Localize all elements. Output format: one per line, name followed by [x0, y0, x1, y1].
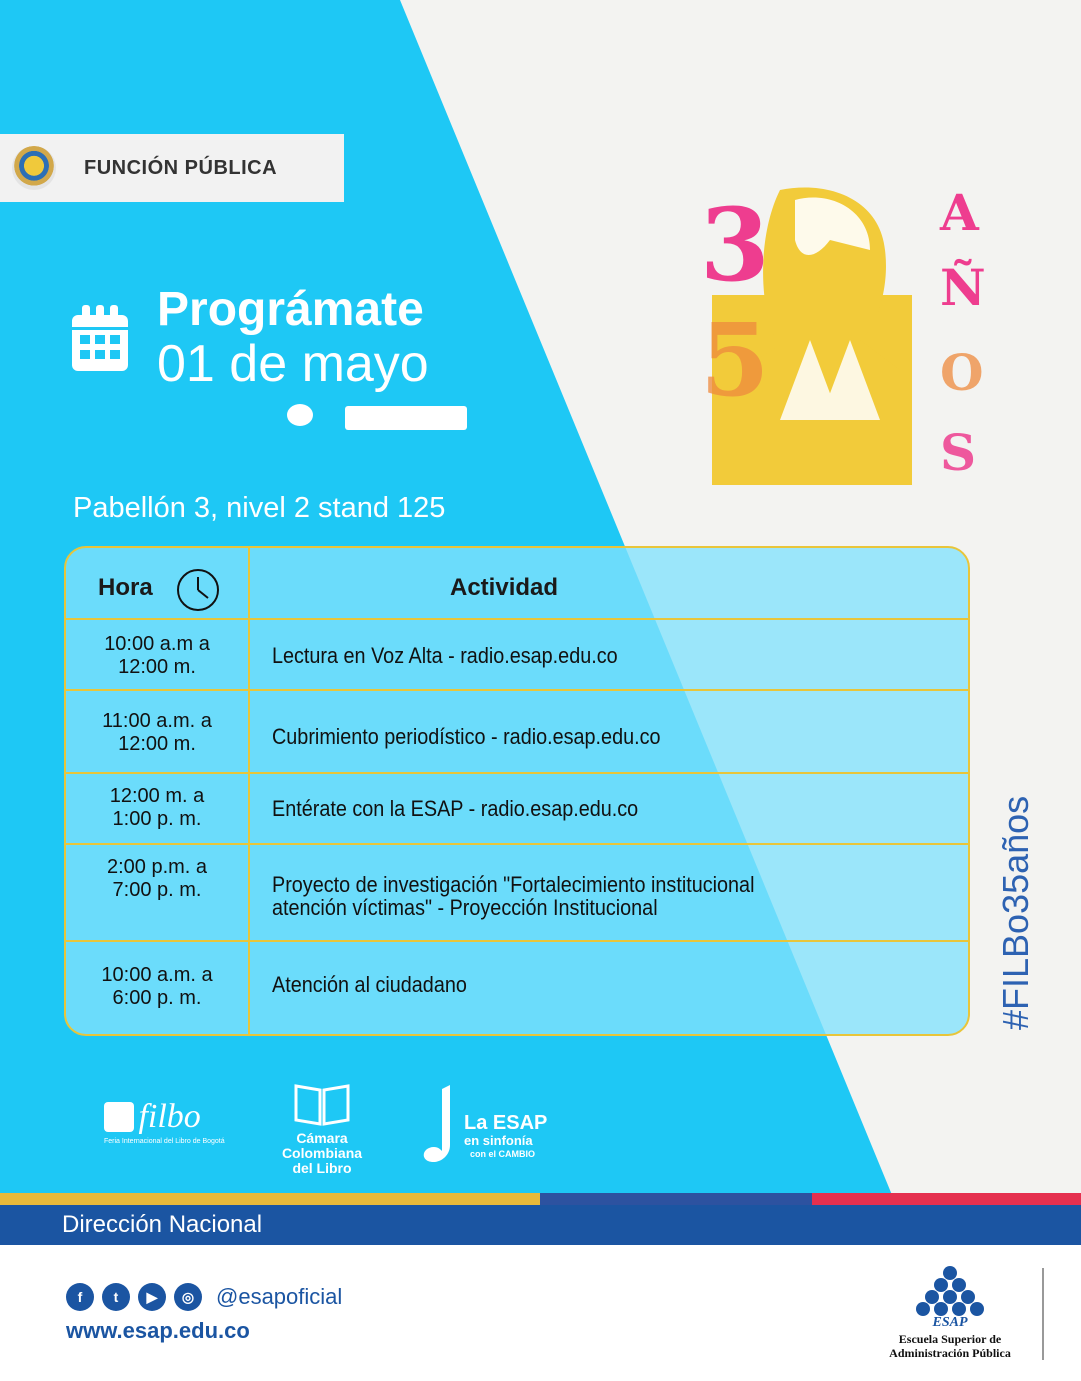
social-icons — [66, 1283, 202, 1311]
brand-name: FUNCIÓN PÚBLICA — [84, 156, 278, 179]
color-stripes — [0, 1193, 1081, 1205]
anniversary-graphic — [700, 180, 990, 490]
activity-cell: Lectura en Voz Alta - radio.esap.edu.co — [272, 643, 618, 668]
website-link[interactable]: www.esap.edu.co — [66, 1318, 250, 1343]
esap-logo: ESAP Escuela Superior de Administración Pública — [880, 1265, 1020, 1365]
anniversary-letter-n: Ñ — [940, 258, 986, 317]
activity-cell: Entérate con la ESAP - radio.esap.edu.co — [272, 796, 639, 821]
twitter-icon[interactable]: t — [102, 1283, 130, 1311]
svg-text:ESAP: ESAP — [932, 1315, 968, 1327]
table-row — [66, 940, 968, 1036]
activity-cell: Proyecto de investigación "Fortalecimiento institucional atención víctimas" - Proyección Institucional — [272, 872, 755, 920]
youtube-icon[interactable]: ▶ — [138, 1283, 166, 1311]
filbo-person-icon — [104, 1102, 134, 1132]
event-date: 01 de mayo — [157, 335, 429, 393]
table-row — [66, 618, 968, 690]
time-cell: 2:00 p.m. a 7:00 p. m. — [106, 856, 208, 901]
anniversary-number-3: 3 — [700, 186, 770, 304]
footer-band-label: Dirección Nacional — [62, 1211, 263, 1238]
column-header-time: Hora — [98, 574, 153, 601]
decorative-bar — [345, 406, 467, 430]
event-location: Pabellón 3, nivel 2 stand 125 — [73, 492, 446, 524]
book-icon — [292, 1080, 352, 1128]
activity-cell: Cubrimiento periodístico - radio.esap.edu.co — [272, 724, 661, 749]
funcion-publica-logo — [0, 134, 344, 202]
anniversary-number-5: 5 — [700, 301, 770, 419]
time-cell: 10:00 a.m a 12:00 m. — [104, 633, 210, 678]
anniversary-letter-s: S — [940, 423, 977, 482]
schedule-table — [64, 546, 970, 1036]
page-title: Prográmate — [157, 283, 424, 336]
social-handle[interactable]: @esapoficial — [216, 1284, 343, 1309]
facebook-icon[interactable]: f — [66, 1283, 94, 1311]
table-row — [66, 772, 968, 844]
esap-dots-icon — [910, 1265, 990, 1327]
camara-colombiana-logo: Cámara Colombiana del Libro — [272, 1080, 372, 1176]
time-cell: 10:00 a.m. a 6:00 p. m. — [101, 964, 213, 1009]
calendar-icon — [70, 303, 130, 373]
table-row — [66, 689, 968, 773]
coat-of-arms-icon — [12, 146, 56, 190]
footer-divider — [1042, 1268, 1044, 1360]
decorative-dot — [287, 404, 313, 426]
column-header-activity: Actividad — [450, 574, 559, 601]
table-row — [66, 843, 968, 941]
filbo-logo: filbo Feria Internacional del Libro de Bogotá — [104, 1098, 225, 1145]
hashtag: #FILBo35años — [995, 795, 1036, 1030]
footer-band — [0, 1205, 1081, 1245]
clock-icon — [176, 568, 220, 612]
instagram-icon[interactable]: ◎ — [174, 1283, 202, 1311]
anniversary-letter-a: A — [940, 183, 979, 242]
time-cell: 12:00 m. a 1:00 p. m. — [109, 785, 205, 830]
time-cell: 11:00 a.m. a 12:00 m. — [102, 710, 212, 755]
activity-cell: Atención al ciudadano — [272, 972, 467, 997]
music-note-icon — [420, 1085, 460, 1167]
anniversary-letter-o: O — [940, 343, 984, 402]
